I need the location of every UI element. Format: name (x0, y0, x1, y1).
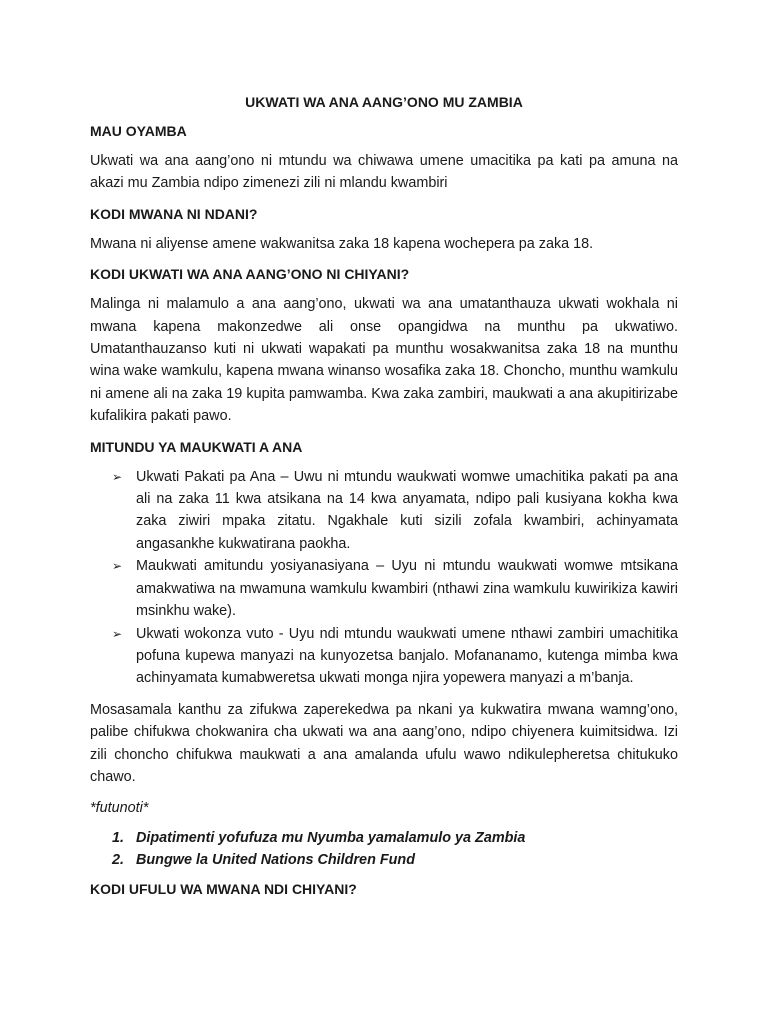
intro-heading: MAU OYAMBA (90, 123, 187, 139)
reference-number: 1. (112, 830, 125, 847)
arrowhead-bullet-icon: ➢ (112, 559, 123, 574)
marriage-definition-heading: KODI UKWATI WA ANA AANG’ONO NI CHIYANI? (90, 266, 410, 283)
list-item-text: Maukwati amitundu yosiyanasiyana – Uyu ni mtundu waukwati womwe mtsikana amakwatiwa na mwamuna wamkulu kwambiri (nthawi zina wamkulu kuwirikiza kawiri msinkhu wake). (136, 558, 678, 620)
list-item (90, 466, 678, 556)
list-item (90, 623, 678, 690)
list-item (90, 827, 678, 849)
marriage-types-list (90, 466, 678, 690)
child-rights-heading: KODI UFULU WA MWANA NDI CHIYANI? (90, 881, 357, 898)
reference-text: Bungwe la United Nations Children Fund (136, 852, 416, 869)
arrowhead-bullet-icon: ➢ (112, 626, 123, 641)
child-definition-heading: KODI MWANA NI NDANI? (90, 205, 258, 222)
reference-text: Dipatimenti yofufuza mu Nyumba yamalamulo ya Zambia (136, 830, 526, 847)
footnote-label: *futunoti* (90, 800, 149, 817)
causes-paragraph: Mosasamala kanthu za zifukwa zaperekedwa pa nkani ya kukwatira mwana wamng’ono, palibe chifukwa chokwanira cha ukwati wa ana aang’ono, ndipo chiyenera kuimitsidwa. Izi zili choncho chifukwa maukwati a ana amalanda ufulu wawo ndikulepheretsa chitukuko chawo. (90, 701, 678, 785)
list-item-text: Ukwati wokonza vuto - Uyu ndi mtundu waukwati umene nthawi zambiri umachitika pofuna kupewa manyazi na kunyozetsa banjalo. Mofananamo, kutenga mimba kwa achinyamata kumabweretsa ukwati monga njira yopewera manyazi a m’banja. (136, 625, 678, 687)
list-item-text: Ukwati Pakati pa Ana – Uwu ni mtundu waukwati womwe umachitika pakati pa ana ali na zaka 11 kwa atsikana na 14 kwa anyamata, ndipo pali kusiyana kokha kwa zaka ziwiri mpaka zitatu. Ngakhale kuti sizili zofala kwambiri, achinyamata angasankhe kukwatirana paokha. (136, 468, 678, 552)
list-item (90, 555, 678, 622)
document-page (90, 92, 678, 908)
intro-paragraph: Ukwati wa ana aang’ono ni mtundu wa chiwawa umene umacitika pa kati pa amuna na akazi mu Zambia ndipo zimenezi zili ni mlandu kwambiri (90, 153, 678, 192)
reference-number: 2. (112, 852, 125, 869)
arrowhead-bullet-icon: ➢ (112, 469, 123, 484)
list-item (90, 849, 678, 871)
child-definition-paragraph: Mwana ni aliyense amene wakwanitsa zaka 18 kapena wochepera pa zaka 18. (90, 235, 594, 252)
references-list (90, 827, 678, 871)
document-title: UKWATI WA ANA AANG’ONO MU ZAMBIA (245, 94, 523, 110)
marriage-types-heading: MITUNDU YA MAUKWATI A ANA (90, 438, 303, 455)
marriage-definition-paragraph: Malinga ni malamulo a ana aang’ono, ukwati wa ana umatanthauza ukwati wokhala ni mwana kapena makonzedwe ali onse opangidwa na munthu pa ukwatiwo. Umatanthauzanso kuti ni ukwati wapakati pa munthu wosakwanitsa zaka 18 na munthu wina wake wamkulu, kapena mwana winanso wosafika zaka 18. Choncho, munthu wamkulu ni amene ali na zaka 19 kupita pamwamba. Kwa zaka zambiri, maukwati a ana akupitirizabe kufalikira pakati pawo. (90, 296, 678, 425)
